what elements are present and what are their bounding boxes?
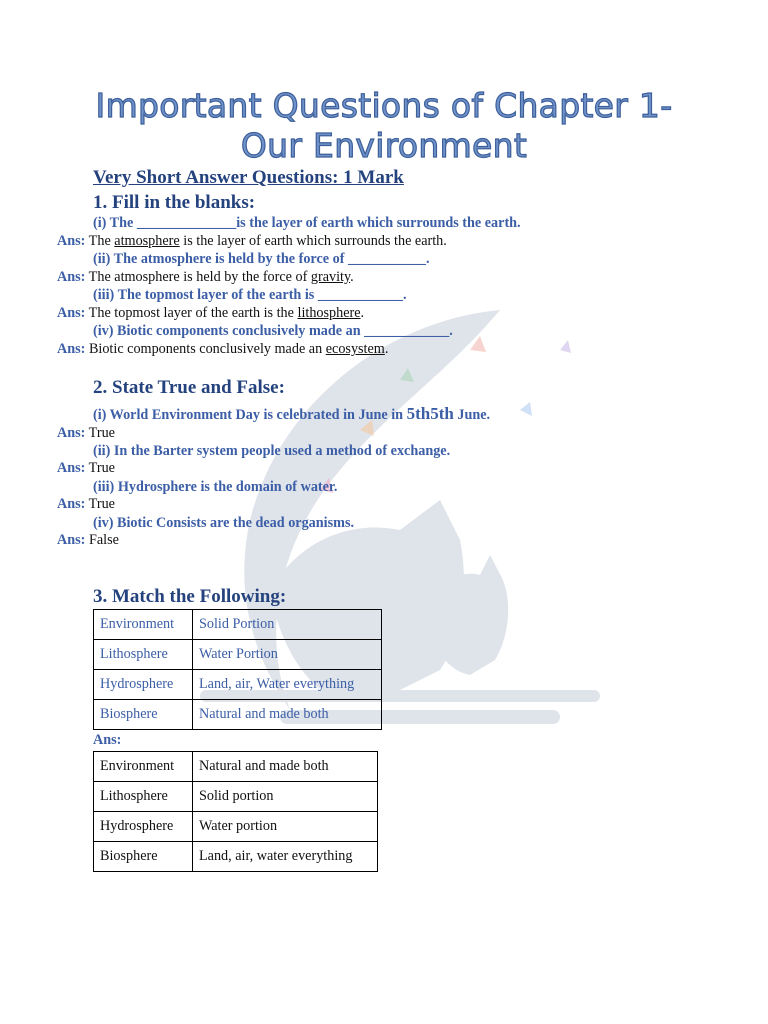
table-row: Biosphere Land, air, water everything xyxy=(94,842,378,872)
subtitle: Very Short Answer Questions: 1 Mark xyxy=(93,167,404,188)
answer-2-2: Ans: True xyxy=(57,460,115,476)
section-match-heading: 3. Match the Following: xyxy=(93,586,287,607)
question-1-1: (i) The ______________is the layer of earth which surrounds the earth. xyxy=(93,215,521,231)
answer-1-1: Ans: The atmosphere is the layer of earth which surrounds the earth. xyxy=(57,233,447,249)
answer-2-4: Ans: False xyxy=(57,532,119,548)
page-title: Important Questions of Chapter 1- Our Environment xyxy=(95,86,673,165)
table-row: Lithosphere Solid portion xyxy=(94,782,378,812)
question-1-4: (iv) Biotic components conclusively made an ____________. xyxy=(93,323,453,339)
answer-1-3: Ans: The topmost layer of the earth is the lithosphere. xyxy=(57,305,365,321)
question-2-1: (i) World Environment Day is celebrated in June in 5th5th June. xyxy=(93,404,491,423)
question-1-2: (ii) The atmosphere is held by the force of ___________. xyxy=(93,251,430,267)
section-fill-blanks-heading: 1. Fill in the blanks: xyxy=(93,192,256,213)
match-answer-label: Ans: xyxy=(93,732,122,748)
table-row: Hydrosphere Water portion xyxy=(94,812,378,842)
question-1-3: (iii) The topmost layer of the earth is ____________. xyxy=(93,287,407,303)
answer-2-3: Ans: True xyxy=(57,496,115,512)
question-2-3: (iii) Hydrosphere is the domain of water. xyxy=(93,479,338,495)
table-row: Environment Solid Portion xyxy=(94,610,382,640)
section-true-false-heading: 2. State True and False: xyxy=(93,377,285,398)
answer-2-1: Ans: True xyxy=(57,425,115,441)
match-question-table xyxy=(93,609,382,730)
answer-1-2: Ans: The atmosphere is held by the force of gravity. xyxy=(57,269,354,285)
question-2-2: (ii) In the Barter system people used a method of exchange. xyxy=(93,443,451,459)
table-row: Hydrosphere Land, air, Water everything xyxy=(94,670,382,700)
match-answer-table xyxy=(93,751,378,872)
table-row: Environment Natural and made both xyxy=(94,752,378,782)
table-row: Biosphere Natural and made both xyxy=(94,700,382,730)
answer-1-4: Ans: Biotic components conclusively made an ecosystem. xyxy=(57,341,389,357)
question-2-4: (iv) Biotic Consists are the dead organisms. xyxy=(93,515,355,531)
table-row: Lithosphere Water Portion xyxy=(94,640,382,670)
